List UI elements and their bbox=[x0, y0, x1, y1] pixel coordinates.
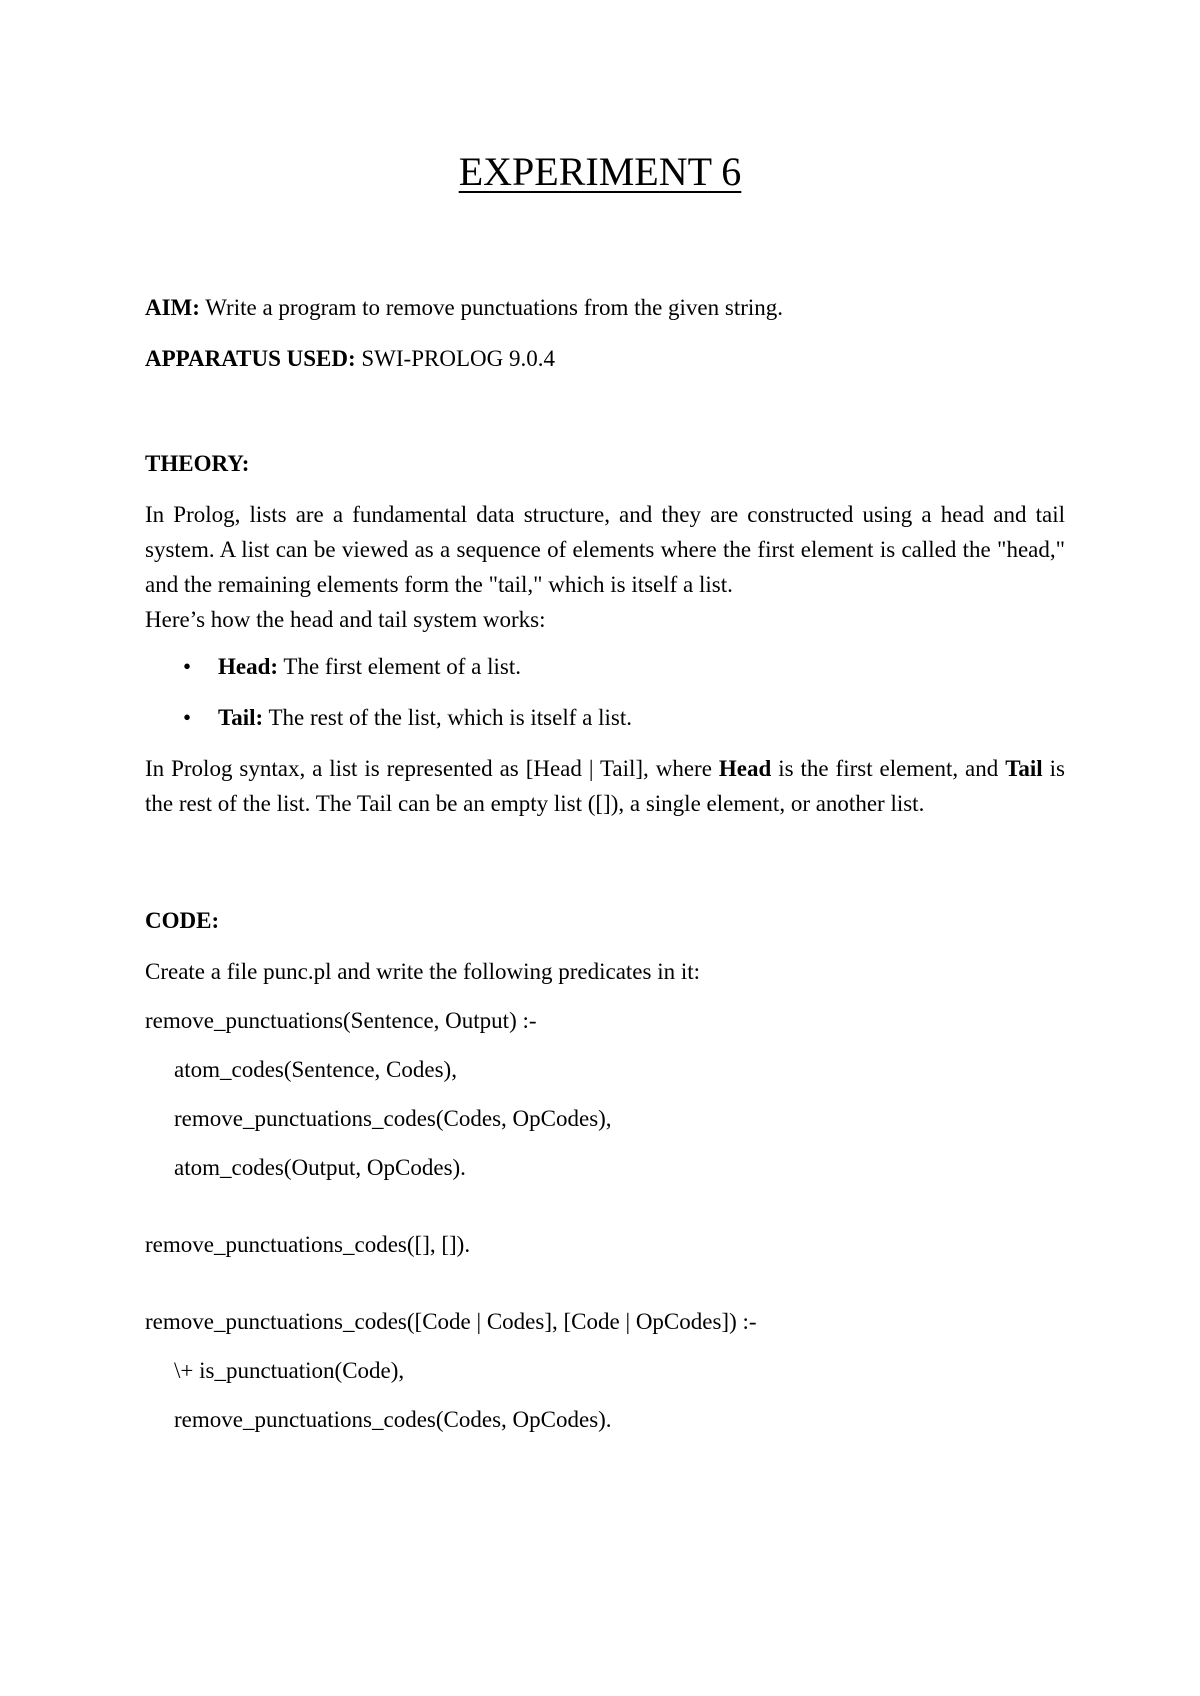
paragraph-bold-term: Head bbox=[718, 756, 772, 781]
theory-paragraph-1: In Prolog, lists are a fundamental data structure, and they are constructed using a head and tail system. A list can be viewed as a sequence of elements where the first element is called the "head," and the remaining elements form the "tail," which is itself a list. bbox=[145, 502, 1065, 597]
list-item bbox=[145, 649, 1065, 684]
code-line: remove_punctuations_codes([Code | Codes], [Code | OpCodes]) :- bbox=[145, 1309, 757, 1334]
aim-line bbox=[145, 290, 1065, 325]
list-item bbox=[145, 700, 1065, 735]
page-title: EXPERIMENT 6 bbox=[458, 149, 742, 194]
code-line: atom_codes(Sentence, Codes), bbox=[174, 1057, 457, 1082]
bullet-text: The rest of the list, which is itself a list. bbox=[263, 705, 632, 730]
code-line: atom_codes(Output, OpCodes). bbox=[174, 1155, 466, 1180]
paragraph-text: is the rest of the list. The Tail can be an empty list ([]), a single element, or another list. bbox=[145, 756, 1065, 816]
code-line: \+ is_punctuation(Code), bbox=[174, 1358, 405, 1383]
bullet-label: Head: bbox=[218, 654, 279, 679]
apparatus-line bbox=[145, 341, 1065, 376]
apparatus-label: APPARATUS USED: bbox=[145, 346, 356, 371]
code-line: remove_punctuations_codes(Codes, OpCodes), bbox=[174, 1106, 612, 1131]
theory-paragraph-2 bbox=[145, 751, 1065, 821]
bullet-icon: • bbox=[183, 654, 192, 679]
document-body bbox=[145, 290, 1065, 1451]
paragraph-text: In Prolog syntax, a list is represented as [Head | Tail], where bbox=[145, 756, 719, 781]
aim-text: Write a program to remove punctuations from the given string. bbox=[199, 295, 784, 320]
code-line: remove_punctuations_codes(Codes, OpCodes). bbox=[174, 1407, 612, 1432]
theory-bullet-list bbox=[145, 649, 1065, 735]
code-intro: Create a file punc.pl and write the following predicates in it: bbox=[145, 959, 701, 984]
theory-intro: Here’s how the head and tail system works: bbox=[145, 607, 546, 632]
bullet-text: The first element of a list. bbox=[278, 654, 521, 679]
apparatus-text: SWI-PROLOG 9.0.4 bbox=[355, 346, 555, 371]
code-heading: CODE: bbox=[145, 908, 220, 933]
code-line: remove_punctuations(Sentence, Output) :- bbox=[145, 1008, 537, 1033]
paragraph-text: is the first element, and bbox=[771, 756, 1006, 781]
paragraph-bold-term: Tail bbox=[1005, 756, 1043, 781]
theory-heading: THEORY: bbox=[145, 451, 250, 476]
bullet-label: Tail: bbox=[218, 705, 264, 730]
code-line: remove_punctuations_codes([], []). bbox=[145, 1232, 471, 1257]
code-section bbox=[145, 903, 1065, 1437]
bullet-icon: • bbox=[183, 705, 192, 730]
aim-label: AIM: bbox=[145, 295, 200, 320]
theory-section bbox=[145, 446, 1065, 821]
